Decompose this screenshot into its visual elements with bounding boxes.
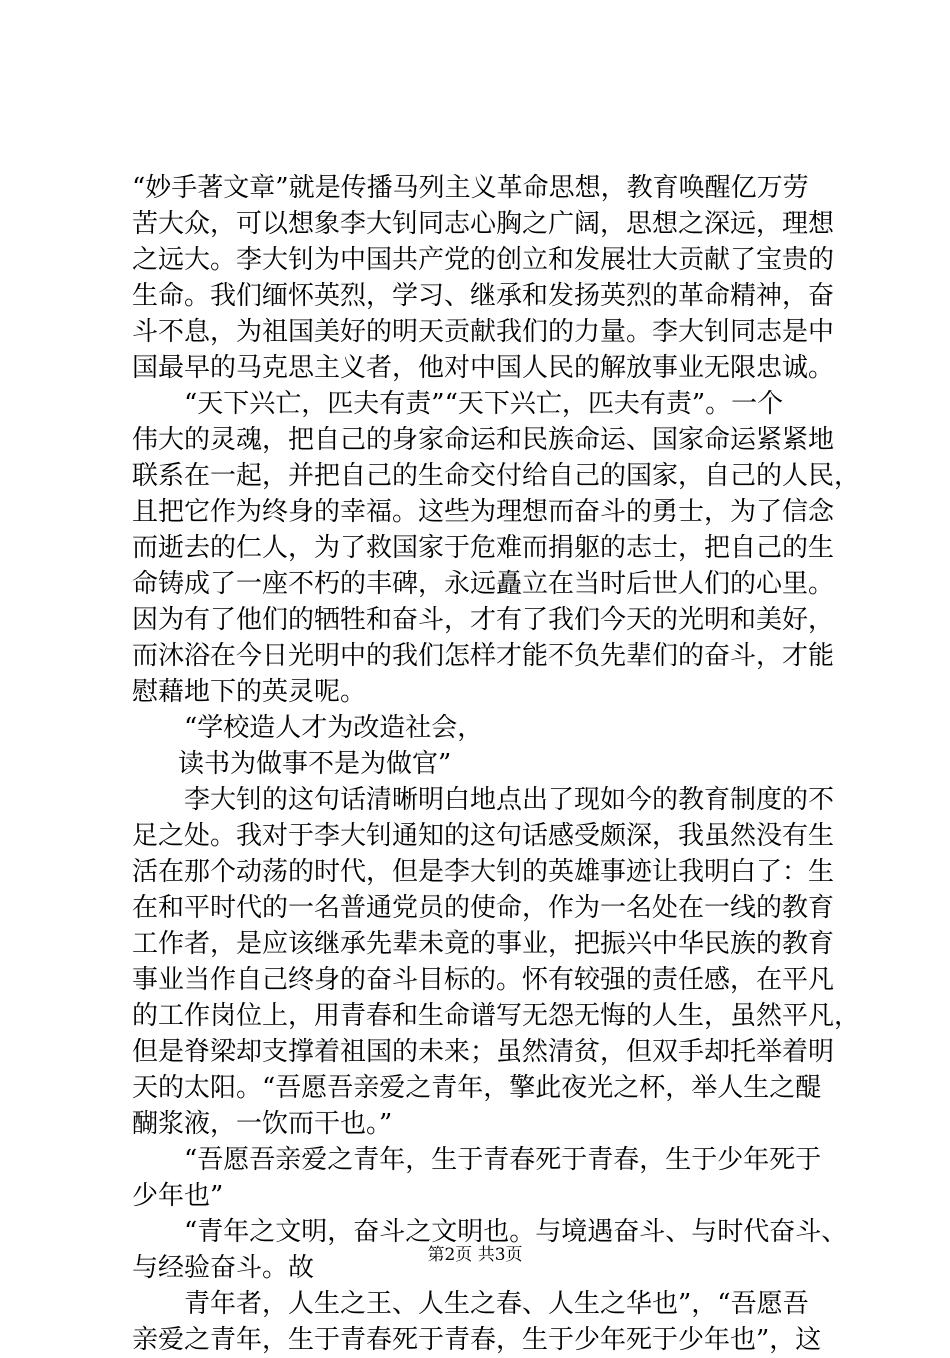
text-line: 慰藉地下的英灵呢。: [132, 677, 367, 707]
text-line: 伟大的灵魂，把自己的身家命运和民族命运、国家命运紧紧地: [132, 425, 835, 455]
text-line: 醐浆液，一饮而干也。”: [132, 1109, 393, 1139]
text-line: 生命。我们缅怀英烈，学习、继承和发扬英烈的革命精神，奋: [132, 281, 835, 311]
text-line: 联系在一起，并把自己的生命交付给自己的国家，自己的人民，: [132, 461, 861, 491]
text-line: 少年也”: [132, 1181, 224, 1211]
text-line: 与经验奋斗。故: [132, 1253, 315, 1283]
text-line: 足之处。我对于李大钊通知的这句话感受颇深，我虽然没有生: [132, 821, 835, 851]
text-line: 斗不息，为祖国美好的明天贡献我们的力量。李大钊同志是中: [132, 317, 835, 347]
text-line: 但是脊梁却支撑着祖国的未来；虽然清贫，但双手却托举着明: [132, 1037, 835, 1067]
text-line: 的工作岗位上，用青春和生命谱写无怨无悔的人生，虽然平凡，: [132, 1001, 861, 1031]
text-line: 之远大。李大钊为中国共产党的创立和发展壮大贡献了宝贵的: [132, 245, 835, 275]
text-line: “学校造人才为改造社会，: [184, 713, 484, 743]
text-line: 工作者，是应该继承先辈未竟的事业，把振兴中华民族的教育: [132, 929, 835, 959]
page-footer: 第2页 共3页: [427, 1245, 523, 1265]
text-line: 读书为做事不是为做官”: [178, 749, 452, 779]
text-line: “天下兴亡，匹夫有责”“天下兴亡，匹夫有责”。一个: [184, 389, 784, 419]
text-line: “妙手著文章”就是传播马列主义革命思想，教育唤醒亿万劳: [132, 173, 809, 203]
text-line: 在和平时代的一名普通党员的使命，作为一名处在一线的教育: [132, 893, 835, 923]
text-line: 苦大众，可以想象李大钊同志心胸之广阔，思想之深远，理想: [132, 209, 835, 239]
text-line: 国最早的马克思主义者，他对中国人民的解放事业无限忠诚。: [132, 353, 835, 383]
text-line: 天的太阳。“吾愿吾亲爱之青年，擎此夜光之杯，举人生之醍: [132, 1073, 822, 1103]
text-line: 李大钊的这句话清晰明白地点出了现如今的教育制度的不: [184, 785, 835, 815]
text-line: 且把它作为终身的幸福。这些为理想而奋斗的勇士，为了信念: [132, 497, 835, 527]
text-line: 而逝去的仁人，为了救国家于危难而捐躯的志士，把自己的生: [132, 533, 835, 563]
text-line: 因为有了他们的牺牲和奋斗，才有了我们今天的光明和美好，: [132, 605, 835, 635]
text-line: 亲爱之青年，生于青春死于青春，生于少年死于少年也”，这: [132, 1325, 822, 1355]
text-line: 而沐浴在今日光明中的我们怎样才能不负先辈们的奋斗，才能: [132, 641, 835, 671]
text-line: “青年之文明，奋斗之文明也。与境遇奋斗、与时代奋斗、: [184, 1217, 848, 1247]
text-line: 命铸成了一座不朽的丰碑，永远矗立在当时后世人们的心里。: [132, 569, 835, 599]
text-line: 活在那个动荡的时代，但是李大钊的英雄事迹让我明白了：生: [132, 857, 835, 887]
text-line: 事业当作自己终身的奋斗目标的。怀有较强的责任感，在平凡: [132, 965, 835, 995]
text-line: “吾愿吾亲爱之青年，生于青春死于青春，生于少年死于: [184, 1145, 822, 1175]
text-line: 青年者，人生之王、人生之春、人生之华也”，“吾愿吾: [184, 1289, 809, 1319]
